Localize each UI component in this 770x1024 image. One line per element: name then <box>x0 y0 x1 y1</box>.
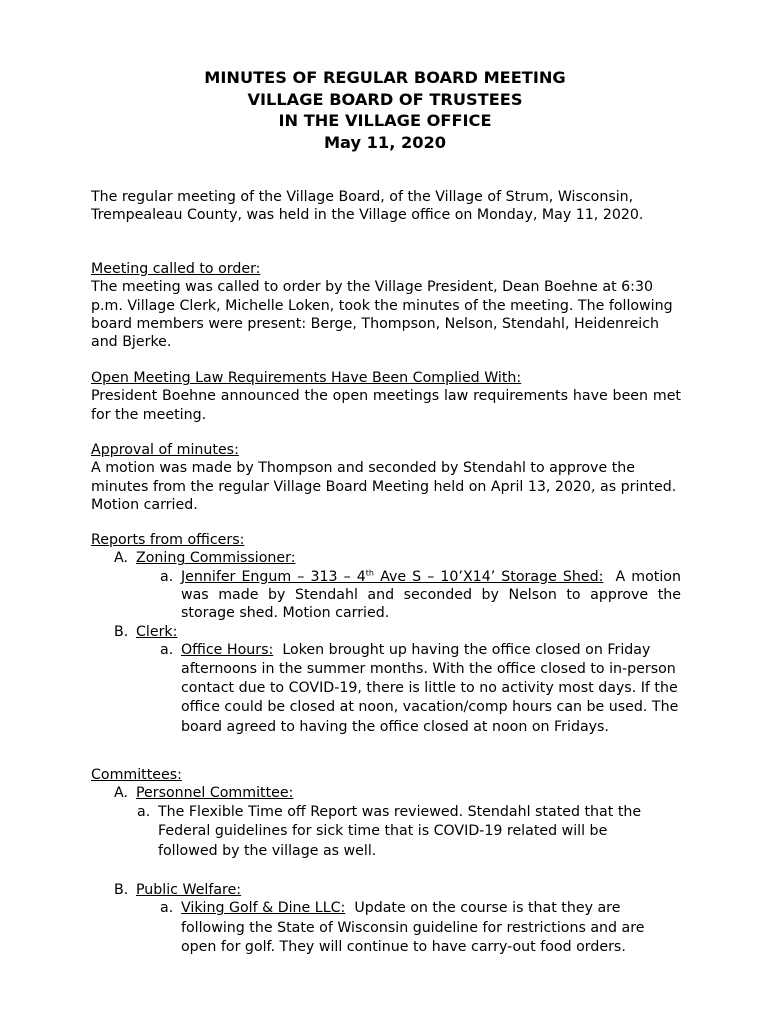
intro-paragraph: The regular meeting of the Village Board, of the Village of Strum, Wisconsin, Trempealeau County, was held in the Village office on Monday, May 11, 2020. <box>91 189 644 224</box>
ordinal-suffix: th <box>365 567 375 577</box>
approval-body: A motion was made by Thompson and seconded by Stendahl to approve the minutes from the regular Village Board Meeting held on April 13, 2020, as printed. Motion carried. <box>91 460 677 513</box>
open-meeting-section <box>91 369 681 424</box>
list-marker: a. <box>160 641 174 658</box>
zoning-heading-part: Jennifer Engum – 313 – 4 <box>181 568 366 585</box>
zoning-heading: Zoning Commissioner: <box>136 550 296 567</box>
committees-item-a <box>114 784 681 802</box>
office-hours-heading: Office Hours: <box>181 641 274 658</box>
public-welfare-item-text <box>181 899 681 958</box>
personnel-item-body: The Flexible Time off Report was reviewed. Stendahl stated that the Federal guidelines for sick time that is COVID-19 related will be followed by the village as well. <box>158 803 642 859</box>
zoning-item-body: A motion was made by Stendahl and seconded by Nelson to approve the storage shed. Motion carried. <box>181 568 681 622</box>
reports-item-a <box>114 549 681 567</box>
list-marker: B. <box>114 623 129 640</box>
approval-section <box>91 441 681 514</box>
zoning-heading-part: Ave S – 10’X14’ Storage Shed: <box>374 568 604 585</box>
public-welfare-item-a <box>160 899 681 958</box>
reports-item-b <box>114 623 681 641</box>
clerk-heading: Clerk: <box>136 623 178 640</box>
call-to-order-body: The meeting was called to order by the Village President, Dean Boehne at 6:30 p.m. Village Clerk, Michelle Loken, took the minutes of the meeting. The following board members were present: Berge, Thompson, Nelson, Stendahl, Heidenreich and Bjerke. <box>91 279 673 351</box>
zoning-item-heading <box>181 569 603 585</box>
office-hours-body: Loken brought up having the office closed on Friday afternoons in the summer months. With the office closed to in-person contact due to COVID-19, there is little to no activity most days. If the office could be closed at noon, vacation/comp hours can be used. The board agreed to having the office closed at noon on Fridays. <box>181 641 679 735</box>
list-marker: B. <box>114 882 129 898</box>
document-title <box>0 67 770 153</box>
clerk-item-text <box>181 641 681 737</box>
approval-heading: Approval of minutes: <box>91 442 239 458</box>
list-marker: A. <box>114 550 128 567</box>
public-welfare-heading: Public Welfare: <box>136 882 242 898</box>
intro-section <box>91 188 681 225</box>
call-to-order-section <box>91 260 681 351</box>
zoning-item-text <box>181 568 681 623</box>
title-line-1: MINUTES OF REGULAR BOARD MEETING <box>204 68 566 87</box>
list-marker: a. <box>160 568 174 585</box>
title-line-3: IN THE VILLAGE OFFICE <box>278 111 492 130</box>
list-marker: A. <box>114 785 128 802</box>
reports-section <box>91 531 681 761</box>
open-meeting-body: President Boehne announced the open meetings law requirements have been met for the meeting. <box>91 388 681 423</box>
zoning-item-a <box>160 568 681 623</box>
committees-section <box>91 766 681 966</box>
open-meeting-heading: Open Meeting Law Requirements Have Been Complied With: <box>91 370 522 386</box>
list-marker: a. <box>137 803 151 820</box>
list-marker: a. <box>160 900 174 917</box>
reports-heading: Reports from officers: <box>91 532 245 548</box>
committees-item-b <box>114 881 681 899</box>
viking-golf-heading: Viking Golf & Dine LLC: <box>181 900 346 917</box>
clerk-item-a <box>160 641 681 737</box>
title-line-2: VILLAGE BOARD OF TRUSTEES <box>247 89 523 109</box>
title-line-4: May 11, 2020 <box>323 132 447 152</box>
viking-golf-body: Update on the course is that they are following the State of Wisconsin guideline for restrictions and are open for golf. They will continue to have carry-out food orders. <box>181 900 645 956</box>
committees-heading: Committees: <box>91 767 182 783</box>
personnel-item-a <box>137 803 642 862</box>
personnel-heading: Personnel Committee: <box>136 785 294 802</box>
call-to-order-heading: Meeting called to order: <box>91 261 261 277</box>
